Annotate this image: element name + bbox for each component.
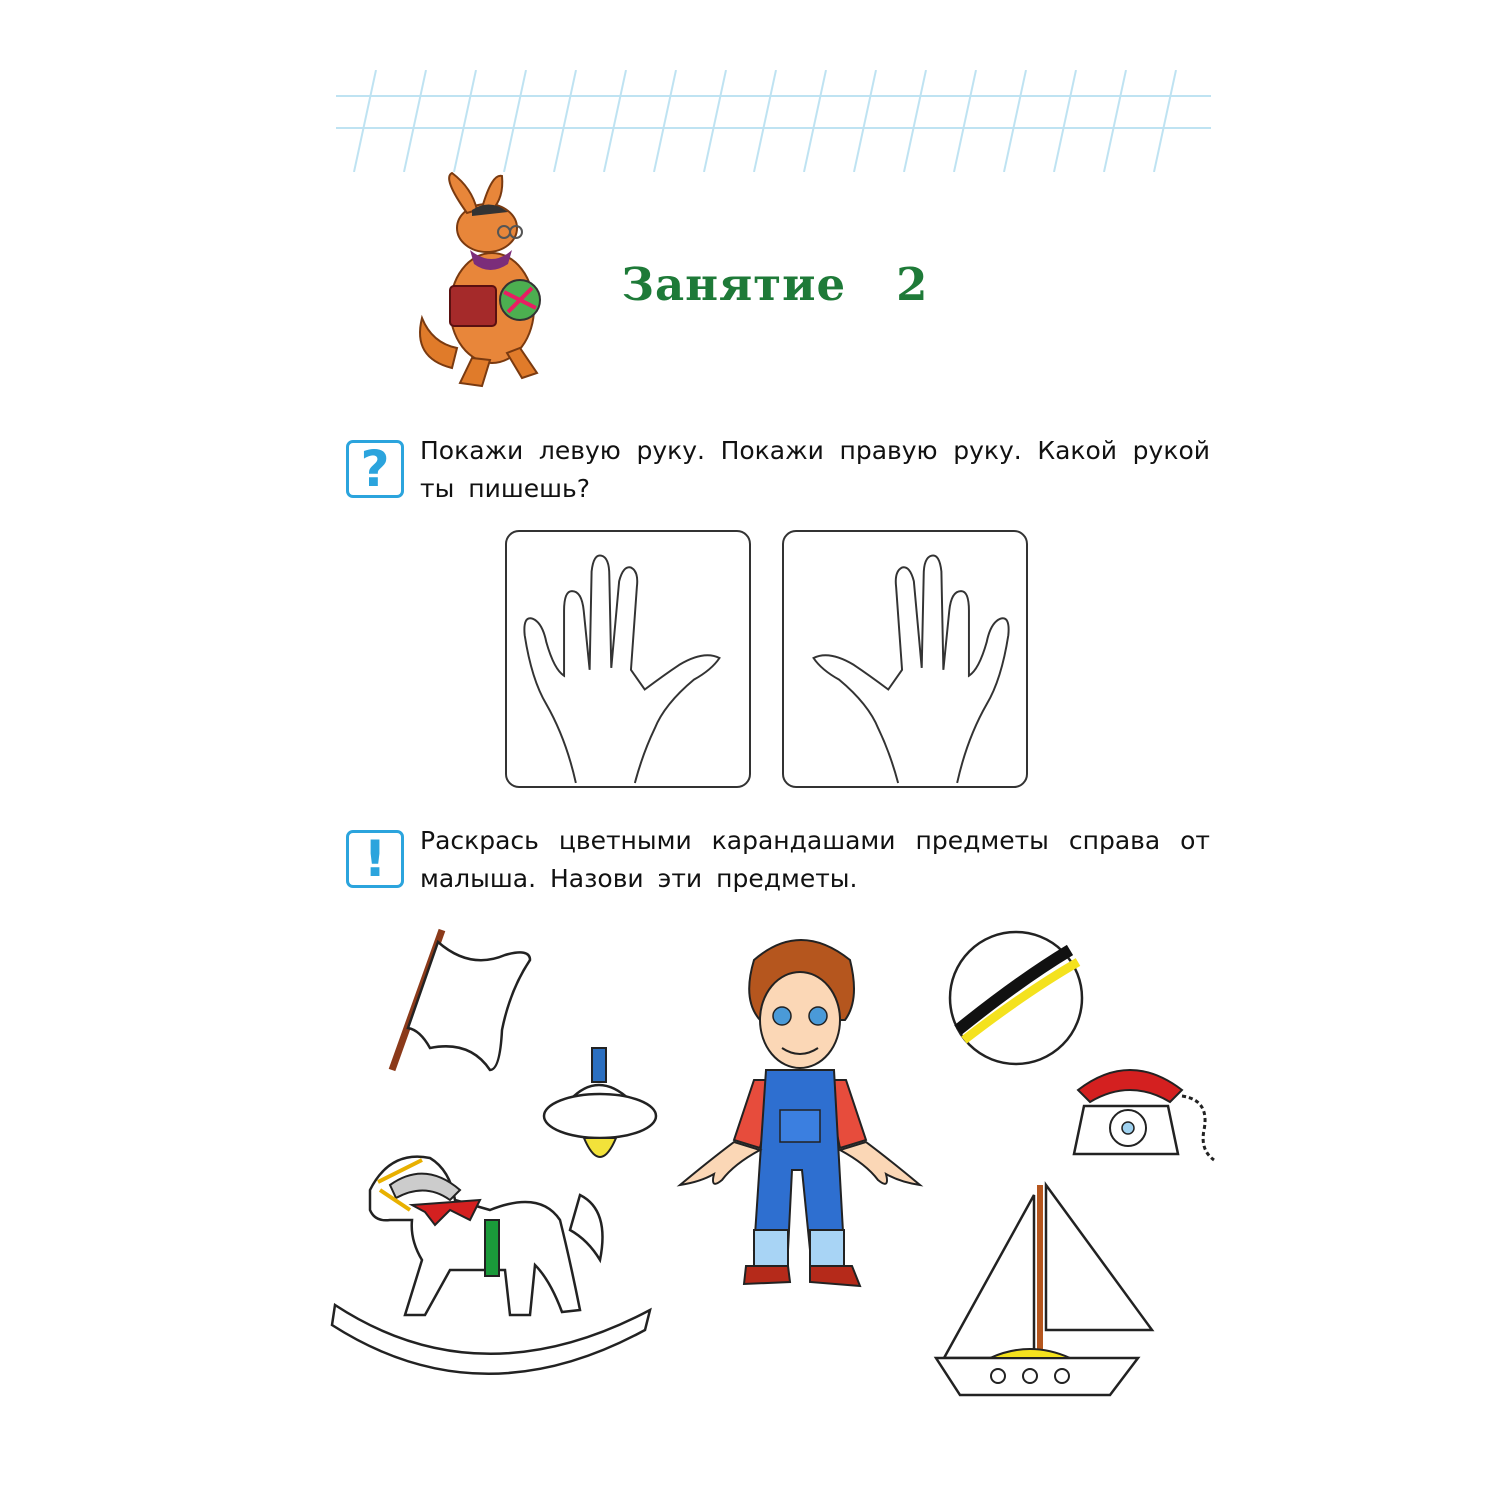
copybook-slant-line <box>454 70 476 172</box>
sailboat-icon <box>936 1185 1152 1395</box>
spinning-top-icon <box>544 1048 656 1157</box>
coloring-scene <box>330 920 1230 1400</box>
lesson-title: Занятие 2 <box>621 258 929 311</box>
copybook-slant-line <box>754 70 776 172</box>
copybook-slant-line <box>1154 70 1176 172</box>
rocking-horse-icon <box>332 1157 650 1374</box>
exclamation-badge-icon: ! <box>346 830 404 888</box>
copybook-slant-line <box>1054 70 1076 172</box>
right-hand-outline-icon <box>784 532 1026 786</box>
copybook-slant-line <box>954 70 976 172</box>
copybook-slant-line <box>1104 70 1126 172</box>
copybook-slant-line <box>904 70 926 172</box>
copybook-slant-line <box>854 70 876 172</box>
copybook-slant-line <box>804 70 826 172</box>
telephone-icon <box>1074 1070 1214 1160</box>
task-2-text: Раскрась цветными карандашами предметы справа от малыша. Назови эти предметы. <box>420 826 1210 893</box>
boy-illustration <box>680 940 920 1286</box>
ball-icon <box>950 932 1082 1064</box>
question-badge-icon: ? <box>346 440 404 498</box>
left-hand-card <box>505 530 751 788</box>
copybook-slant-line <box>1004 70 1026 172</box>
copybook-slant-line <box>354 70 376 172</box>
copybook-slant-line <box>554 70 576 172</box>
copybook-slant-line <box>704 70 726 172</box>
left-hand-outline-icon <box>507 532 749 786</box>
task-1-text: Покажи левую руку. Покажи правую руку. Какой рукой ты пишешь? <box>420 436 1210 503</box>
right-hand-card <box>782 530 1028 788</box>
copybook-slant-line <box>654 70 676 172</box>
flag-icon <box>392 930 530 1070</box>
kangaroo-mascot-icon <box>412 168 554 392</box>
copybook-slant-line <box>604 70 626 172</box>
copybook-slant-line <box>404 70 426 172</box>
copybook-slant-line <box>504 70 526 172</box>
copybook-grid <box>336 70 1211 172</box>
